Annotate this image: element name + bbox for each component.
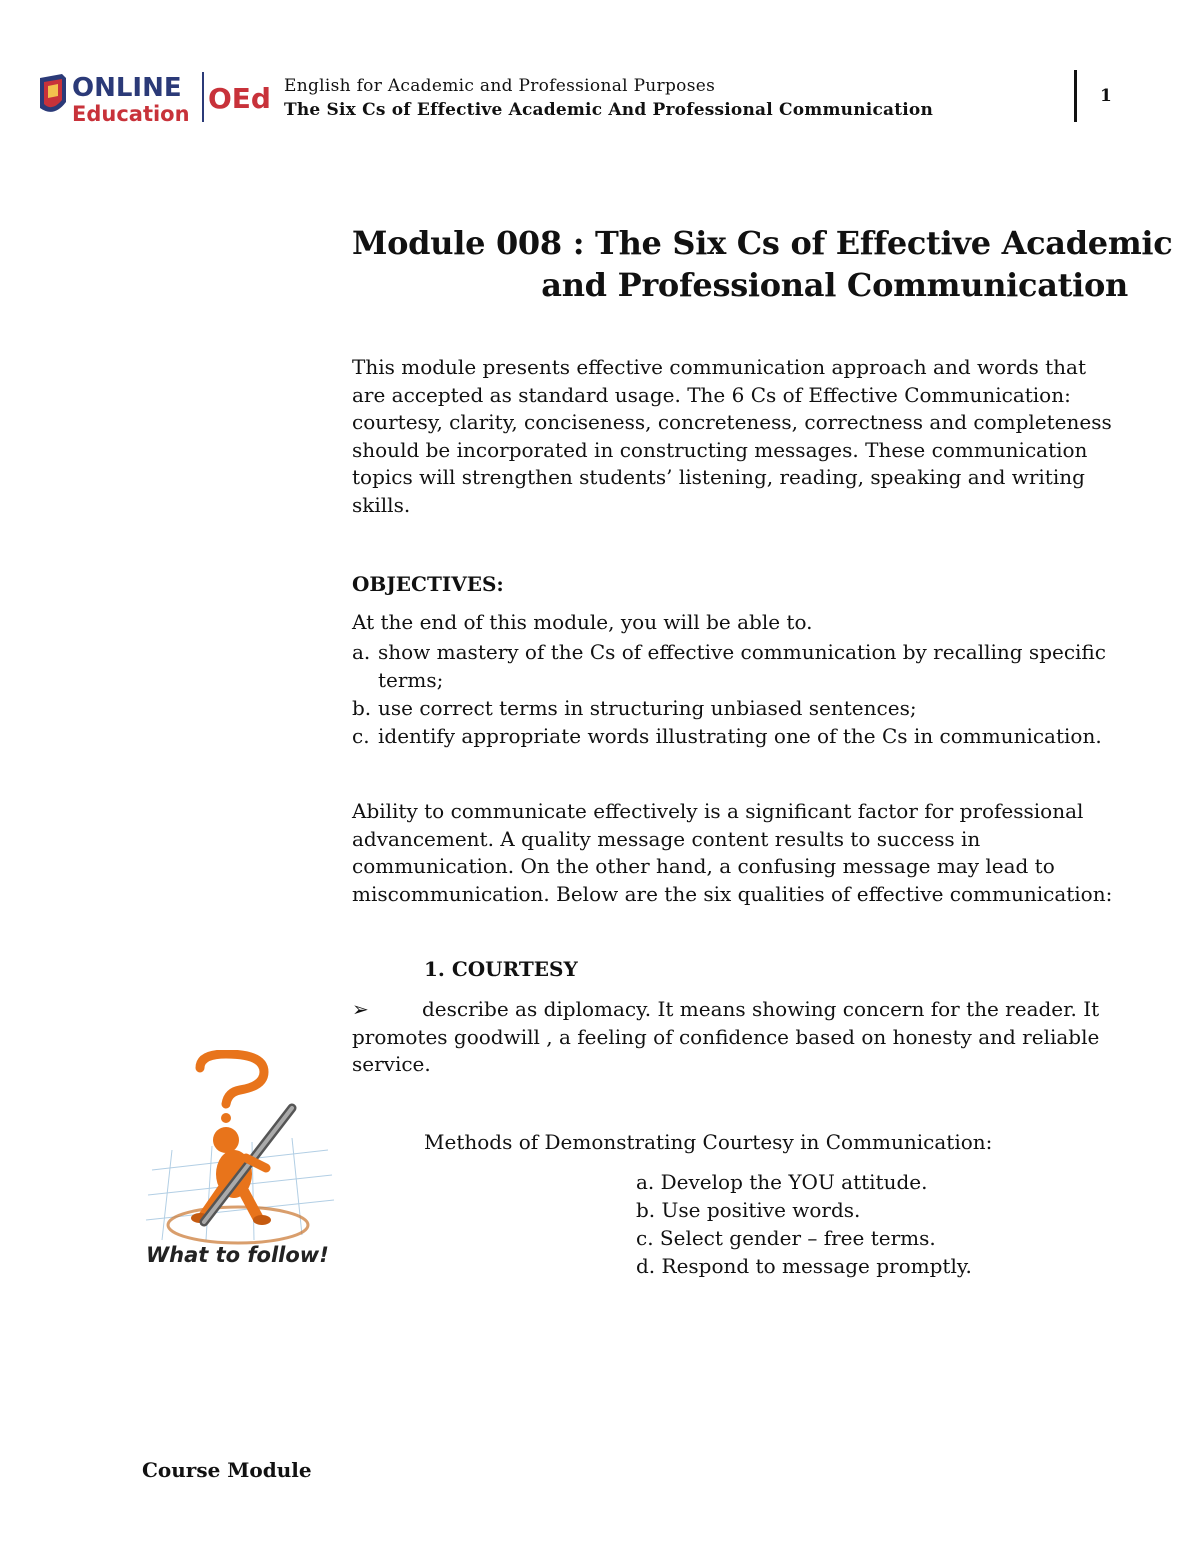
- course-subtitle: The Six Cs of Effective Academic And Professional Communication: [284, 100, 934, 120]
- list-item-text: identify appropriate words illustrating one of the Cs in communication.: [378, 724, 1102, 748]
- list-item: c. Select gender – free terms.: [636, 1226, 936, 1250]
- svg-text:OEd: OEd: [208, 82, 271, 115]
- course-title: English for Academic and Professional Purposes: [284, 76, 716, 96]
- list-marker: b.: [352, 696, 372, 720]
- text-line: topics will strengthen students’ listening, reading, speaking and writing: [352, 465, 1085, 489]
- list-item: [352, 722, 1128, 750]
- text-line: service.: [352, 1052, 431, 1076]
- section-heading-courtesy: 1. COURTESY: [424, 957, 578, 981]
- text-line: Ability to communicate effectively is a significant factor for professional: [352, 799, 1084, 823]
- module-title-line: Module 008 : The Six Cs of Effective Academic: [352, 224, 1173, 262]
- courtesy-description: [352, 996, 1128, 1079]
- list-item: [352, 694, 1128, 722]
- module-title: [352, 222, 1173, 306]
- list-item: a. Develop the YOU attitude.: [636, 1170, 928, 1194]
- text-line: should be incorporated in constructing messages. These communication: [352, 437, 1088, 462]
- page-number: 1: [1100, 86, 1112, 106]
- text-line: courtesy, clarity, conciseness, concreteness, correctness and completeness: [352, 410, 1112, 434]
- svg-text:Education: Education: [72, 102, 190, 126]
- ability-paragraph: [352, 798, 1142, 908]
- list-item: b. Use positive words.: [636, 1198, 861, 1222]
- text-line: are accepted as standard usage. The 6 Cs of Effective Communication:: [352, 382, 1071, 407]
- objectives-heading: OBJECTIVES:: [352, 572, 504, 596]
- list-item: d. Respond to message promptly.: [636, 1254, 972, 1278]
- question-figure-icon: [142, 1050, 338, 1270]
- objectives-lead: At the end of this module, you will be able to.: [352, 610, 813, 634]
- list-marker: a.: [352, 640, 371, 664]
- module-title-line: and Professional Communication: [541, 266, 1128, 304]
- institution-logo: [36, 68, 276, 128]
- text-line: This module presents effective communication approach and words that: [352, 355, 1087, 379]
- methods-list: [636, 1168, 972, 1280]
- text-line: advancement. A quality message content results to success in: [352, 826, 981, 851]
- text-line: describe as diplomacy. It means showing concern for the reader. It: [422, 997, 1100, 1021]
- svg-text:ONLINE: ONLINE: [72, 73, 182, 103]
- list-item: [352, 638, 1128, 694]
- text-line: skills.: [352, 492, 411, 517]
- svg-text:What to follow!: What to follow!: [146, 1243, 329, 1267]
- text-line: communication. On the other hand, a confusing message may lead to: [352, 854, 1055, 878]
- intro-paragraph: [352, 354, 1128, 519]
- text-line: miscommunication. Below are the six qualities of effective communication:: [352, 881, 1113, 906]
- list-item-text: use correct terms in structuring unbiased sentences;: [378, 696, 917, 720]
- arrow-bullet-icon: ➢: [352, 997, 369, 1021]
- footer-label: Course Module: [142, 1458, 312, 1482]
- list-marker: c.: [352, 724, 370, 748]
- header-divider: [1074, 70, 1077, 122]
- methods-heading: Methods of Demonstrating Courtesy in Communication:: [424, 1130, 993, 1154]
- text-line: promotes goodwill , a feeling of confidence based on honesty and reliable: [352, 1024, 1100, 1049]
- list-item-text: show mastery of the Cs of effective communication by recalling specific terms;: [378, 640, 1106, 692]
- objectives-list: [352, 638, 1128, 750]
